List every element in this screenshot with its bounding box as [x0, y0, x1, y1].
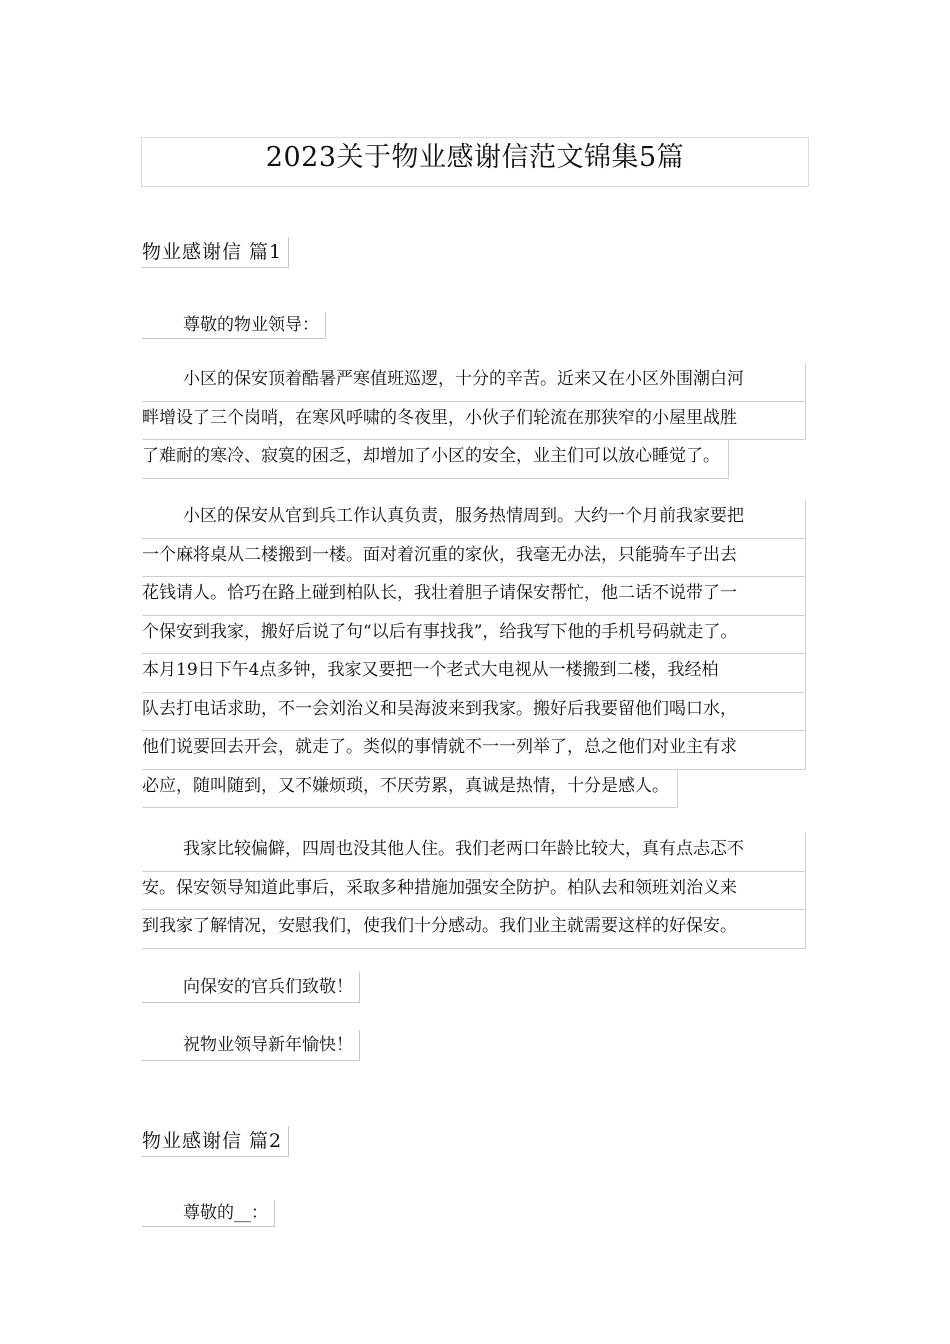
- letter1-paragraph-3: [142, 833, 806, 949]
- text-line: 小区的保安从官到兵工作认真负责，服务热情周到。大约一个月前我家要把: [142, 500, 806, 539]
- document-title: 2023关于物业感谢信范文锦集5篇: [141, 137, 809, 187]
- text-line: 到我家了解情况，安慰我们，使我们十分感动。我们业主就需要这样的好保安。: [142, 910, 806, 949]
- letter1-closing-1: 向保安的官兵们致敬！: [142, 972, 360, 1003]
- letter1-paragraph-1: [142, 363, 806, 483]
- text-line: 一个麻将桌从二楼搬到一楼。面对着沉重的家伙，我毫无办法，只能骑车子出去: [142, 539, 806, 578]
- letter2-heading: 物业感谢信 篇2: [142, 1126, 289, 1157]
- text-line: 安。保安领导知道此事后，采取多种措施加强安全防护。柏队去和领班刘治义来: [142, 872, 806, 911]
- text-line: 个保安到我家，搬好后说了句“以后有事找我”，给我写下他的手机号码就走了。: [142, 616, 806, 655]
- text-line: 畔增设了三个岗哨，在寒风呼啸的冬夜里，小伙子们轮流在那狭窄的小屋里战胜: [142, 402, 806, 441]
- letter1-paragraph-2: [142, 500, 806, 812]
- text-line: 他们说要回去开会，就走了。类似的事情就不一一列举了，总之他们对业主有求: [142, 731, 806, 770]
- text-line: 我家比较偏僻，四周也没其他人住。我们老两口年龄比较大，真有点忐忑不: [142, 833, 806, 872]
- letter2-salutation: 尊敬的__：: [142, 1200, 275, 1227]
- letter1-heading: 物业感谢信 篇1: [142, 237, 289, 268]
- text-line: 了难耐的寒冷、寂寞的困乏，却增加了小区的安全，业主们可以放心睡觉了。: [142, 440, 729, 479]
- text-line: 本月19日下午4点多钟，我家又要把一个老式大电视从一楼搬到二楼，我经柏: [142, 654, 806, 693]
- letter1-closing-2: 祝物业领导新年愉快！: [142, 1030, 360, 1061]
- text-line: 队去打电话求助，不一会刘治义和吴海波来到我家。搬好后我要留他们喝口水，: [142, 693, 806, 732]
- text-line: 小区的保安顶着酷暑严寒值班巡逻，十分的辛苦。近来又在小区外围潮白河: [142, 363, 806, 402]
- letter1-salutation: 尊敬的物业领导：: [142, 312, 326, 339]
- text-line: 必应，随叫随到，又不嫌烦琐，不厌劳累，真诚是热情，十分是感人。: [142, 770, 678, 809]
- text-line: 花钱请人。恰巧在路上碰到柏队长，我壮着胆子请保安帮忙，他二话不说带了一: [142, 577, 806, 616]
